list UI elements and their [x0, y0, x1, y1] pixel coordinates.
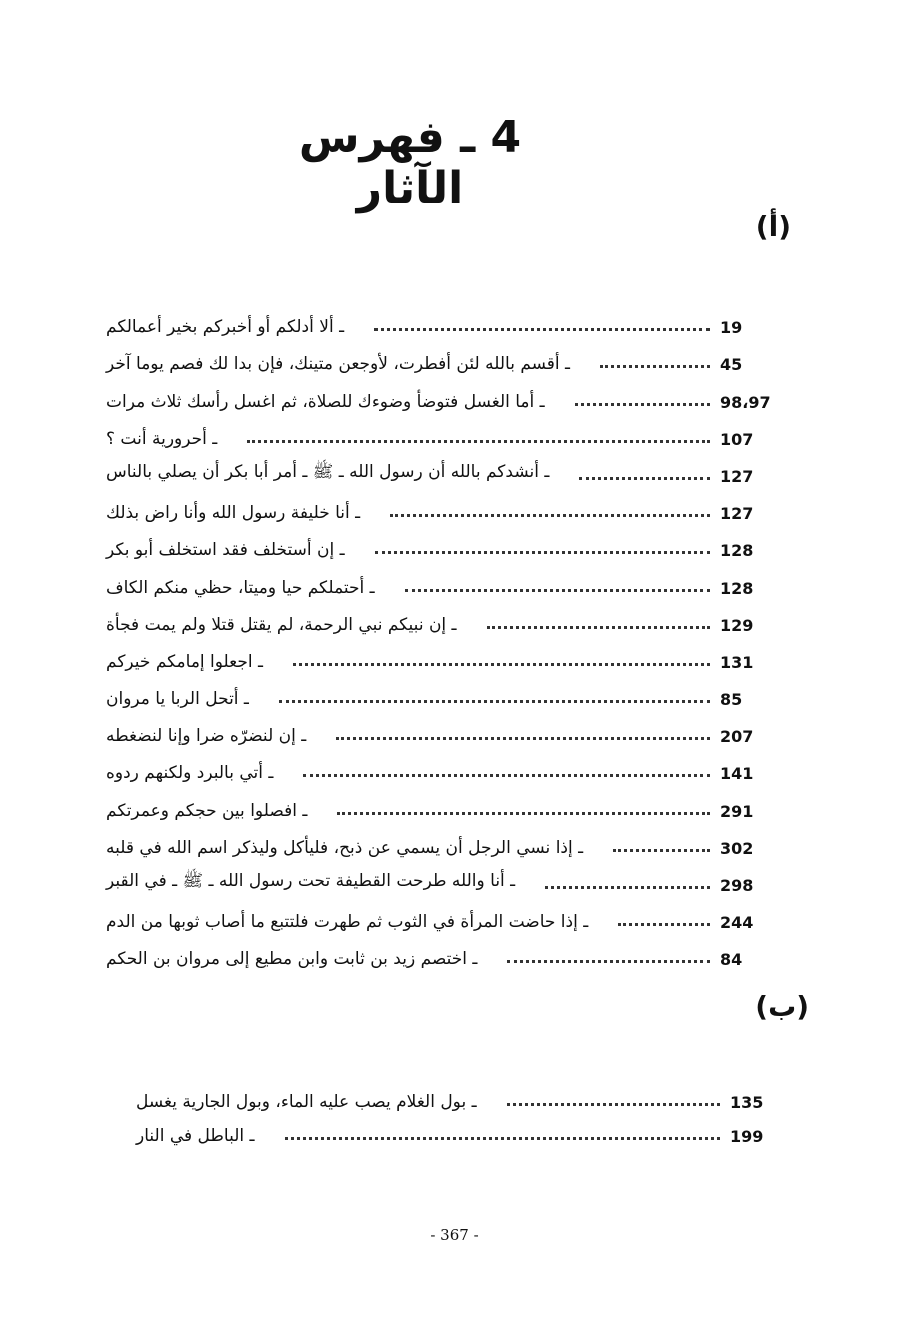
entry-page-number: 302	[720, 838, 754, 858]
dot-leader	[613, 849, 710, 852]
entry-page-number: 291	[720, 801, 754, 821]
entry-text: ـ الباطل في النار	[136, 1126, 255, 1146]
dot-leader	[545, 886, 710, 889]
entry-page-number: 45	[720, 355, 743, 375]
index-entry	[100, 374, 800, 411]
entry-page-number: 98،97	[720, 392, 771, 412]
entry-text: ـ أنشدكم بالله أن رسول الله ـ ﷺ ـ أمر أبا بكر أن يصلي بالناس	[106, 461, 550, 482]
dot-leader	[405, 589, 710, 592]
entry-page-number: 207	[720, 727, 754, 747]
index-entry	[130, 1078, 810, 1112]
dot-leader	[293, 663, 710, 666]
index-entry	[100, 746, 800, 783]
entry-text: ـ أنا خليفة رسول الله وأنا راض بذلك	[106, 503, 361, 524]
entry-text: ـ أتحل الربا يا مروان	[106, 689, 249, 710]
index-entry	[100, 412, 800, 449]
entry-text: ـ أحرورية أنت ؟	[106, 428, 218, 449]
dot-leader	[618, 923, 710, 926]
index-entry	[100, 337, 800, 374]
index-entry	[100, 672, 800, 709]
dot-leader	[579, 477, 710, 480]
index-entry	[100, 895, 800, 932]
entry-page-number: 298	[720, 876, 754, 895]
dot-leader	[336, 737, 710, 740]
entry-text: ـ إن لنضرّه ضرا وإنا لنضغطه	[106, 726, 307, 747]
entry-page-number: 244	[720, 913, 754, 933]
entry-text: ـ إذا نسي الرجل أن يسمي عن ذبح، فليأكل وليذكر اسم الله في قلبه	[106, 837, 584, 858]
entry-page-number: 85	[720, 690, 743, 710]
dot-leader	[600, 365, 710, 368]
entry-page-number: 131	[720, 652, 754, 672]
entry-text: ـ إن أستخلف فقد استخلف أبو بكر	[106, 540, 345, 561]
entry-page-number: 141	[720, 764, 754, 784]
entry-text: ـ إن نبيكم نبي الرحمة، لم يقتل قتلا ولم يمت فجأة	[106, 614, 457, 635]
dot-leader	[487, 626, 710, 629]
entry-text: ـ اجعلوا إمامكم خيركم	[106, 651, 264, 672]
index-entry	[100, 449, 800, 486]
index-entry	[100, 783, 800, 820]
entry-text: ـ إذا حاضت المرأة في الثوب ثم طهرت فلتتبع ما أصاب ثوبها من الدم	[106, 912, 589, 933]
index-entry	[100, 523, 800, 560]
entry-text: ـ أقسم بالله لئن أفطرت، لأوجعن متينك، فإن بدا لك فصم يوما آخر	[106, 354, 571, 375]
dot-leader	[247, 440, 710, 443]
entry-page-number: 128	[720, 578, 754, 598]
entry-page-number: 129	[720, 615, 754, 635]
dot-leader	[507, 1103, 720, 1106]
entry-text: ـ أتي بالبرد ولكنهم ردوه	[106, 763, 274, 784]
index-entry	[100, 486, 800, 523]
dot-leader	[374, 328, 710, 331]
section-heading-ba: (ب)	[755, 990, 809, 1023]
index-list-ba	[130, 1078, 810, 1146]
entry-text: ـ بول الغلام يصب عليه الماء، وبول الجارية يغسل	[136, 1092, 477, 1112]
index-entry	[100, 635, 800, 672]
index-entry	[100, 932, 800, 969]
entry-text: ـ أحتملكم حيا وميتا، حظي منكم الكاف	[106, 577, 375, 598]
entry-page-number: 84	[720, 950, 743, 970]
entry-text: ـ أنا والله طرحت القطيفة تحت رسول الله ـ ﷺ ـ في القبر	[106, 871, 516, 891]
index-entry	[100, 821, 800, 858]
entry-page-number: 135	[730, 1093, 764, 1112]
dot-leader	[575, 403, 710, 406]
index-entry	[100, 300, 800, 337]
index-entry	[100, 598, 800, 635]
page-title: 4 ـ فهرس الآثار	[298, 112, 522, 214]
entry-page-number: 127	[720, 504, 754, 524]
entry-text: ـ افصلوا بين حجكم وعمرتكم	[106, 800, 308, 821]
index-entry	[100, 858, 800, 895]
dot-leader	[375, 551, 710, 554]
entry-page-number: 19	[720, 318, 743, 338]
page-number: - 367 -	[430, 1226, 479, 1244]
dot-leader	[285, 1137, 720, 1140]
dot-leader	[279, 700, 710, 703]
dot-leader	[507, 960, 710, 963]
index-entry	[130, 1112, 810, 1146]
entry-text: ـ ألا أدلكم أو أخبركم بخير أعمالكم	[106, 317, 345, 338]
dot-leader	[303, 774, 710, 777]
section-heading-alif: (أ)	[755, 210, 791, 243]
entry-page-number: 199	[730, 1127, 764, 1146]
dot-leader	[337, 812, 710, 815]
index-entry	[100, 560, 800, 597]
entry-text: ـ اختصم زيد بن ثابت وابن مطيع إلى مروان بن الحكم	[106, 949, 478, 970]
dot-leader	[390, 514, 710, 517]
index-entry	[100, 709, 800, 746]
entry-page-number: 107	[720, 429, 754, 449]
entry-text: ـ أما الغسل فتوضأ وضوءك للصلاة، ثم اغسل رأسك ثلاث مرات	[106, 391, 545, 412]
entry-page-number: 128	[720, 541, 754, 561]
entry-page-number: 127	[720, 466, 754, 486]
index-list-alif	[100, 300, 800, 969]
